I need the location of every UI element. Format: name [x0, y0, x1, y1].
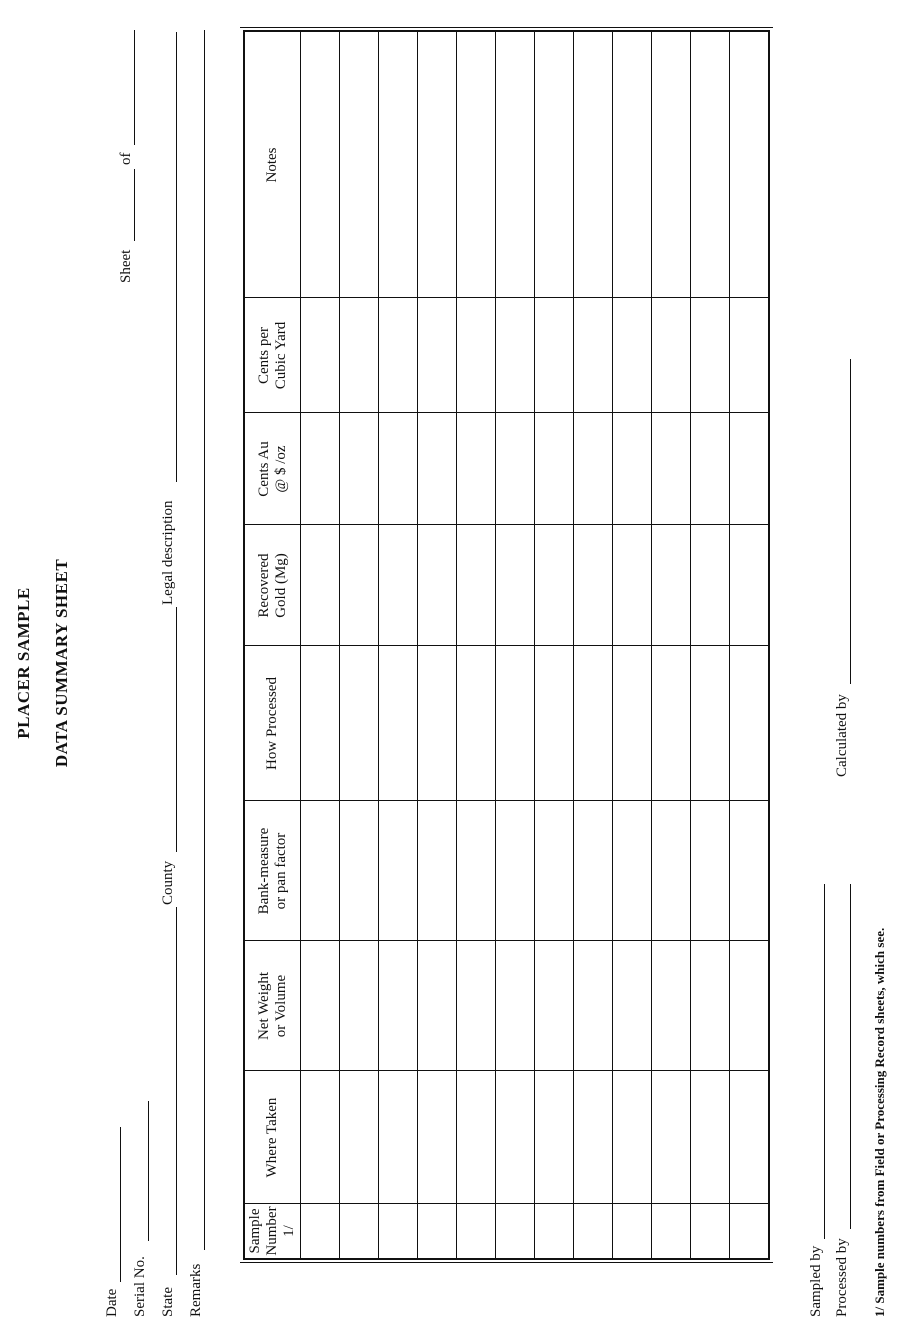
table-row[interactable]: [729, 32, 768, 1258]
column-header: How Processed: [264, 677, 280, 770]
calculated-by-field[interactable]: [850, 359, 851, 684]
row-divider: [417, 32, 418, 1258]
row-divider: [573, 32, 574, 1258]
column-header: Bank-measure or pan factor: [255, 827, 289, 915]
date-field[interactable]: [120, 1127, 121, 1282]
row-divider: [456, 32, 457, 1258]
row-divider: [612, 32, 613, 1258]
serial-no-field[interactable]: [148, 1101, 149, 1241]
sheet-label: Sheet: [118, 249, 134, 283]
table-row[interactable]: [495, 32, 534, 1258]
serial-no-label: Serial No.: [132, 1256, 148, 1317]
date-label: Date: [104, 1288, 120, 1317]
sheet-number-field[interactable]: [134, 169, 135, 241]
table-row[interactable]: [378, 32, 417, 1258]
column-header: Cents Au @ $ /oz: [255, 441, 289, 497]
table-row[interactable]: [339, 32, 378, 1258]
table-row[interactable]: [456, 32, 495, 1258]
row-divider: [651, 32, 652, 1258]
table-row[interactable]: [651, 32, 690, 1258]
processed-by-field[interactable]: [850, 884, 851, 1229]
processed-by-label: Processed by: [834, 1238, 850, 1317]
sheet-total-field[interactable]: [134, 30, 135, 145]
table-row[interactable]: [612, 32, 651, 1258]
state-label: State: [160, 1287, 176, 1317]
county-field[interactable]: [176, 607, 177, 852]
county-label: County: [160, 860, 176, 905]
column-header: Notes: [264, 147, 280, 183]
column-header: Net Weight or Volume: [255, 971, 289, 1041]
form-title: PLACER SAMPLE: [14, 587, 33, 739]
table-row[interactable]: [690, 32, 729, 1258]
sampled-by-label: Sampled by: [808, 1245, 824, 1317]
state-field[interactable]: [176, 907, 177, 1275]
table-row[interactable]: [573, 32, 612, 1258]
of-label: of: [118, 152, 134, 165]
row-divider: [495, 32, 496, 1258]
row-divider: [378, 32, 379, 1258]
data-summary-table: [243, 30, 770, 1260]
footnote: 1/ Sample numbers from Field or Processing Record sheets, which see.: [872, 927, 887, 1317]
row-divider: [534, 32, 535, 1258]
calculated-by-label: Calculated by: [834, 694, 850, 777]
legal-description-field[interactable]: [176, 32, 177, 482]
column-header: Where Taken: [264, 1097, 280, 1178]
column-header: Sample Number 1/: [247, 1206, 297, 1256]
remarks-field[interactable]: [204, 30, 205, 1250]
sampled-by-field[interactable]: [824, 884, 825, 1239]
legal-description-label: Legal description: [160, 500, 176, 605]
form-subtitle: DATA SUMMARY SHEET: [52, 558, 71, 768]
table-row[interactable]: [300, 32, 339, 1258]
table-row[interactable]: [534, 32, 573, 1258]
column-header: Recovered Gold (Mg): [255, 553, 289, 618]
remarks-label: Remarks: [188, 1263, 204, 1317]
table-row[interactable]: [417, 32, 456, 1258]
row-divider: [729, 32, 730, 1258]
row-divider: [339, 32, 340, 1258]
column-header: Cents per Cubic Yard: [255, 321, 289, 390]
row-divider: [690, 32, 691, 1258]
